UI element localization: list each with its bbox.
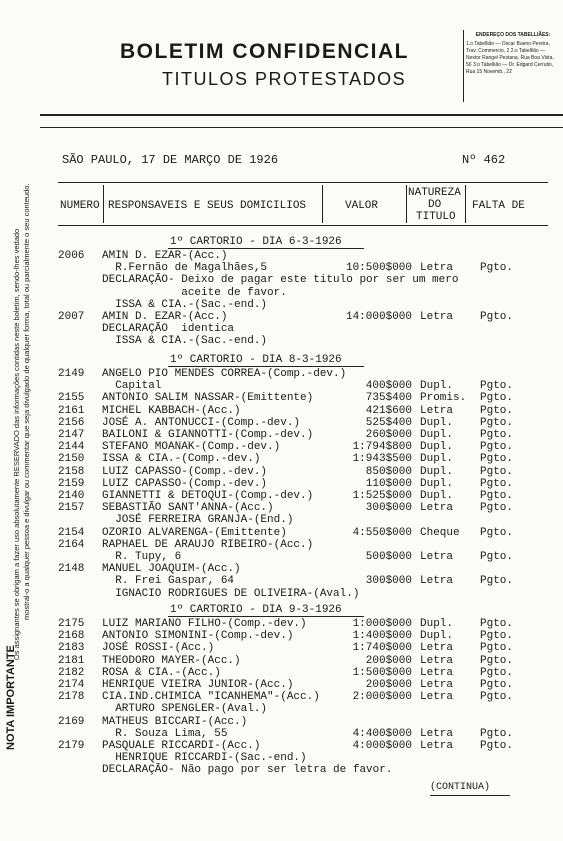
table-row	[0, 679, 563, 691]
row-natureza: Letra	[420, 727, 454, 740]
col-divider-2	[322, 185, 323, 223]
row-natureza: Dupl.	[420, 477, 454, 490]
important-note-label: NOTA IMPORTANTE	[5, 645, 17, 750]
cartorio-heading-underline	[168, 248, 364, 249]
row-natureza: Letra	[420, 551, 454, 563]
row-valor: 2:000$000	[352, 691, 412, 704]
row-number: 2169	[58, 715, 85, 728]
row-natureza: Dupl.	[420, 380, 454, 393]
col-header-valor: VALOR	[345, 200, 379, 212]
bulletin-number: Nº 462	[462, 153, 506, 167]
row-valor: 1:500$000	[352, 666, 412, 679]
row-natureza: Letra	[420, 404, 454, 417]
row-number: 2158	[58, 465, 85, 478]
row-responsavel: LUIZ CAPASSO-(Comp.-dev.)	[102, 465, 268, 478]
table-header-top-rule	[58, 182, 548, 183]
row-responsavel: aceite de favor.	[102, 286, 287, 299]
row-responsavel: THEODORO MAYER-(Acc.)	[102, 654, 241, 667]
row-responsavel: ANGELO PIO MENDES CORREA-(Comp.-dev.)	[102, 368, 347, 380]
row-responsavel: ANTONIO SIMONINI-(Comp.-dev.)	[102, 630, 294, 643]
address-box-text: 1.o Tabellião — Oscar Bueno Pereira, Trav. Commercio, 2 2.o Tabellião — Nestor Rangel Pestana, Rua Boa Vista, 56 3.o Tabellião — Dr. Edgard Cerrutio, Rua 15 Novemb., 22	[466, 41, 554, 75]
row-falta: Pgto.	[480, 477, 514, 490]
col-header-natureza-2: DO	[428, 199, 442, 211]
row-valor: 260$000	[365, 429, 412, 441]
row-falta: Pgto.	[480, 618, 514, 630]
col-header-responsaveis: RESPONSAVEIS E SEUS DOMICILIOS	[108, 200, 307, 212]
row-natureza: Letra	[420, 666, 454, 679]
row-responsavel: ROSA & CIA.-(Acc.)	[102, 666, 221, 679]
row-number: 2006	[58, 250, 85, 262]
row-falta: Pgto.	[480, 404, 514, 417]
row-natureza: Dupl.	[420, 630, 454, 643]
row-falta: Pgto.	[480, 666, 514, 679]
row-responsavel: RAPHAEL DE ARAUJO RIBEIRO-(Acc.)	[102, 538, 314, 551]
row-number: 2140	[58, 490, 85, 502]
row-natureza: Letra	[420, 502, 454, 515]
row-natureza: Promis.	[420, 392, 467, 405]
row-responsavel: LUIZ MARIANO FILHO-(Comp.-dev.)	[102, 618, 307, 630]
cartorio-heading: 1º CARTORIO - DIA 8-3-1926	[170, 354, 342, 366]
row-number: 2175	[58, 618, 85, 630]
col-divider-1	[103, 185, 104, 223]
table-row	[0, 478, 563, 490]
table-row	[0, 667, 563, 679]
row-number: 2159	[58, 477, 85, 490]
row-natureza: Dupl.	[420, 465, 454, 478]
col-divider-3	[406, 185, 407, 223]
row-falta: Pgto.	[480, 575, 514, 588]
row-responsavel: BAILONI & GIANNOTTI-(Comp.-dev.)	[102, 429, 314, 441]
table-row	[0, 764, 563, 776]
row-falta: Pgto.	[480, 691, 514, 704]
continua-underline	[430, 795, 510, 796]
row-responsavel: Capital	[102, 380, 162, 393]
row-number: 2144	[58, 441, 85, 454]
sidebar-note-line-2: mostral-o a qualquer pessoa e divulgar ou commentar que seja divulgado de qualquer forma, total ou parcialmente o seu conteudo.	[22, 183, 31, 620]
cartorio-heading-underline	[168, 616, 364, 617]
row-natureza: Dupl.	[420, 441, 454, 454]
row-number: 2007	[58, 311, 85, 323]
table-row	[0, 502, 563, 514]
row-valor: 4:550$000	[352, 526, 412, 539]
table-row	[0, 335, 563, 347]
row-number: 2157	[58, 502, 85, 515]
table-row	[0, 466, 563, 478]
place-date: SÃO PAULO, 17 DE MARÇO DE 1926	[62, 153, 279, 167]
row-valor: 200$000	[365, 679, 412, 691]
row-responsavel: MICHEL KABBACH-(Acc.)	[102, 404, 241, 417]
row-responsavel: ISSA & CIA.-(Sac.-end.)	[102, 335, 268, 348]
row-valor: 200$000	[365, 654, 412, 667]
row-valor: 1:794$800	[352, 441, 412, 454]
boletim-title: BOLETIM CONFIDENCIAL	[120, 40, 409, 63]
row-valor: 500$000	[365, 551, 412, 563]
row-responsavel: AMIN D. EZAR-(Acc.)	[102, 250, 228, 262]
table-row	[0, 490, 563, 502]
row-falta: Pgto.	[480, 416, 514, 429]
row-falta: Pgto.	[480, 526, 514, 539]
row-number: 2148	[58, 563, 85, 576]
row-number: 2161	[58, 404, 85, 417]
row-falta: Pgto.	[480, 630, 514, 643]
row-responsavel: R. Souza Lima, 55	[102, 727, 228, 740]
cartorio-heading: 1º CARTORIO - DIA 6-3-1926	[170, 236, 342, 248]
row-natureza: Dupl.	[420, 453, 454, 466]
row-falta: Pgto.	[480, 740, 514, 752]
table-row	[0, 392, 563, 404]
row-valor: 850$000	[365, 465, 412, 478]
table-row	[0, 551, 563, 563]
row-number: 2182	[58, 666, 85, 679]
table-row	[0, 405, 563, 417]
row-responsavel: AMIN D. EZAR-(Acc.)	[102, 311, 228, 323]
row-responsavel: PASQUALE RICCARDI-(Acc.)	[102, 740, 261, 752]
row-responsavel: ISSA & CIA.-(Comp.-dev.)	[102, 453, 261, 466]
row-natureza: Letra	[420, 740, 454, 752]
row-valor: 735$400	[365, 392, 412, 405]
header-rule	[40, 114, 563, 116]
table-row	[0, 575, 563, 587]
table-row	[0, 299, 563, 311]
table-row	[0, 703, 563, 715]
address-box-title: ENDEREÇO DOS TABELLIÃES:	[475, 32, 551, 38]
row-falta: Pgto.	[480, 392, 514, 405]
row-natureza: Letra	[420, 691, 454, 704]
table-row	[0, 429, 563, 441]
row-falta: Pgto.	[480, 679, 514, 691]
row-number: 2183	[58, 642, 85, 655]
row-responsavel: R.Fernão de Magalhães,5	[102, 262, 268, 275]
table-row	[0, 740, 563, 752]
row-responsavel: CIA.IND.CHIMICA "ICANHEMA"-(Acc.)	[102, 691, 320, 704]
row-responsavel: OZORIO ALVARENGA-(Emittente)	[102, 526, 287, 539]
boletim-subtitle: TITULOS PROTESTADOS	[162, 69, 407, 89]
row-responsavel: ISSA & CIA.-(Sac.-end.)	[102, 298, 268, 311]
row-falta: Pgto.	[480, 441, 514, 454]
row-natureza: Letra	[420, 575, 454, 588]
table-row	[0, 716, 563, 728]
sidebar-note-line-1: Os assignantes se obrigam a fazer uso absolutamente RESERVADO das informações contidas neste boletim, sendo-lhes vedado	[12, 228, 21, 660]
address-box-left-border	[463, 30, 464, 102]
row-natureza: Dupl.	[420, 416, 454, 429]
table-row	[0, 311, 563, 323]
row-responsavel: JOSÉ ROSSI-(Acc.)	[102, 642, 215, 655]
col-header-numero: NUMERO	[60, 200, 100, 212]
table-row	[0, 250, 563, 262]
row-number: 2150	[58, 453, 85, 466]
table-row	[0, 691, 563, 703]
table-row	[0, 527, 563, 539]
row-valor: 1:400$000	[352, 630, 412, 643]
row-falta: Pgto.	[480, 642, 514, 655]
row-number: 2155	[58, 392, 85, 405]
row-valor: 400$000	[365, 380, 412, 393]
row-valor: 110$000	[365, 477, 412, 490]
row-responsavel: JOSÉ FERREIRA GRANJA-(End.)	[102, 514, 294, 527]
row-responsavel: R. Frei Gaspar, 64	[102, 575, 235, 588]
row-valor: 300$000	[365, 575, 412, 588]
row-valor: 1:525$000	[352, 490, 412, 502]
table-row	[0, 655, 563, 667]
row-valor: 1:943$500	[352, 453, 412, 466]
row-responsavel: MANUEL JOAQUIM-(Acc.)	[102, 563, 241, 576]
table-row	[0, 642, 563, 654]
table-row	[0, 262, 563, 274]
row-responsavel: DECLARAÇÃO identica	[102, 323, 235, 336]
row-responsavel: GIANNETTI & DETOQUI-(Comp.-dev.)	[102, 490, 314, 502]
row-responsavel: R. Tupy, 6	[102, 551, 182, 563]
row-number: 2156	[58, 416, 85, 429]
row-number: 2147	[58, 429, 85, 441]
row-responsavel: STEFANO MOANAK-(Comp.-dev.)	[102, 441, 281, 454]
row-valor: 1:740$000	[352, 642, 412, 655]
header-rule-2	[40, 127, 563, 128]
row-responsavel: JOSÉ A. ANTONUCCI-(Comp.-dev.)	[102, 416, 301, 429]
row-number: 2179	[58, 740, 85, 752]
row-natureza: Cheque	[420, 526, 460, 539]
row-natureza: Letra	[420, 654, 454, 667]
row-falta: Pgto.	[480, 465, 514, 478]
table-row	[0, 514, 563, 526]
table-row	[0, 728, 563, 740]
row-responsavel: SEBASTIÃO SANT'ANNA-(Acc.)	[102, 502, 274, 515]
table-row	[0, 588, 563, 600]
row-natureza: Dupl.	[420, 490, 454, 502]
col-header-natureza-1: NATUREZA	[408, 187, 461, 199]
row-falta: Pgto.	[480, 654, 514, 667]
cartorio-heading-underline	[168, 366, 364, 367]
col-header-natureza-3: TITULO	[416, 211, 456, 223]
row-responsavel: MATHEUS BICCARI-(Acc.)	[102, 715, 248, 728]
row-valor: 4:000$000	[352, 740, 412, 752]
table-row	[0, 323, 563, 335]
row-number: 2174	[58, 679, 85, 691]
table-row	[0, 368, 563, 380]
row-valor: 300$000	[365, 502, 412, 515]
row-responsavel: ARTURO SPENGLER-(Aval.)	[102, 703, 268, 716]
row-natureza: Letra	[420, 262, 454, 275]
row-falta: Pgto.	[480, 453, 514, 466]
row-natureza: Dupl.	[420, 618, 454, 630]
row-falta: Pgto.	[480, 727, 514, 740]
row-valor: 10:500$000	[345, 262, 412, 275]
row-responsavel: HENRIQUE VIEIRA JUNIOR-(Acc.)	[102, 679, 294, 691]
row-number: 2178	[58, 691, 85, 704]
table-header-bottom-rule	[58, 225, 548, 226]
row-responsavel: HENRIQUE RICCARDI-(Sac.-end.)	[102, 752, 307, 765]
row-number: 2154	[58, 526, 85, 539]
row-number: 2181	[58, 654, 85, 667]
row-responsavel: DECLARAÇÃO- Não pago por ser letra de favor.	[102, 764, 393, 777]
table-row	[0, 618, 563, 630]
row-natureza: Letra	[420, 311, 454, 323]
row-responsavel: DECLARAÇÃO- Deixo de pagar este titulo por ser um mero	[102, 274, 459, 287]
table-row	[0, 539, 563, 551]
row-number: 2164	[58, 538, 85, 551]
continua-label: (CONTINUA)	[430, 782, 491, 793]
table-row	[0, 274, 563, 286]
col-header-falta: FALTA DE	[472, 200, 525, 212]
row-number: 2168	[58, 630, 85, 643]
row-natureza: Letra	[420, 679, 454, 691]
table-row	[0, 441, 563, 453]
row-falta: Pgto.	[480, 490, 514, 502]
row-responsavel: IGNACIO RODRIGUES DE OLIVEIRA-(Aval.)	[102, 587, 360, 600]
row-responsavel: ANTONIO SALIM NASSAR-(Emittente)	[102, 392, 314, 405]
cartorio-heading: 1º CARTORIO - DIA 9-3-1926	[170, 604, 342, 616]
row-number: 2149	[58, 368, 85, 380]
row-valor: 14:000$000	[345, 311, 412, 323]
table-row	[0, 287, 563, 299]
row-valor: 421$600	[365, 404, 412, 417]
row-valor: 525$400	[365, 416, 412, 429]
table-row	[0, 453, 563, 465]
row-natureza: Dupl.	[420, 429, 454, 441]
address-box	[466, 32, 560, 76]
table-row	[0, 563, 563, 575]
row-falta: Pgto.	[480, 502, 514, 515]
col-divider-4	[465, 185, 466, 223]
row-falta: Pgto.	[480, 380, 514, 393]
row-valor: 4:400$000	[352, 727, 412, 740]
row-falta: Pgto.	[480, 551, 514, 563]
row-responsavel: LUIZ CAPASSO-(Comp.-dev.)	[102, 477, 268, 490]
row-falta: Pgto.	[480, 429, 514, 441]
row-valor: 1:000$000	[352, 618, 412, 630]
table-row	[0, 630, 563, 642]
table-row	[0, 380, 563, 392]
row-natureza: Letra	[420, 642, 454, 655]
row-falta: Pgto.	[480, 311, 514, 323]
table-row	[0, 752, 563, 764]
table-row	[0, 417, 563, 429]
row-falta: Pgto.	[480, 262, 514, 275]
